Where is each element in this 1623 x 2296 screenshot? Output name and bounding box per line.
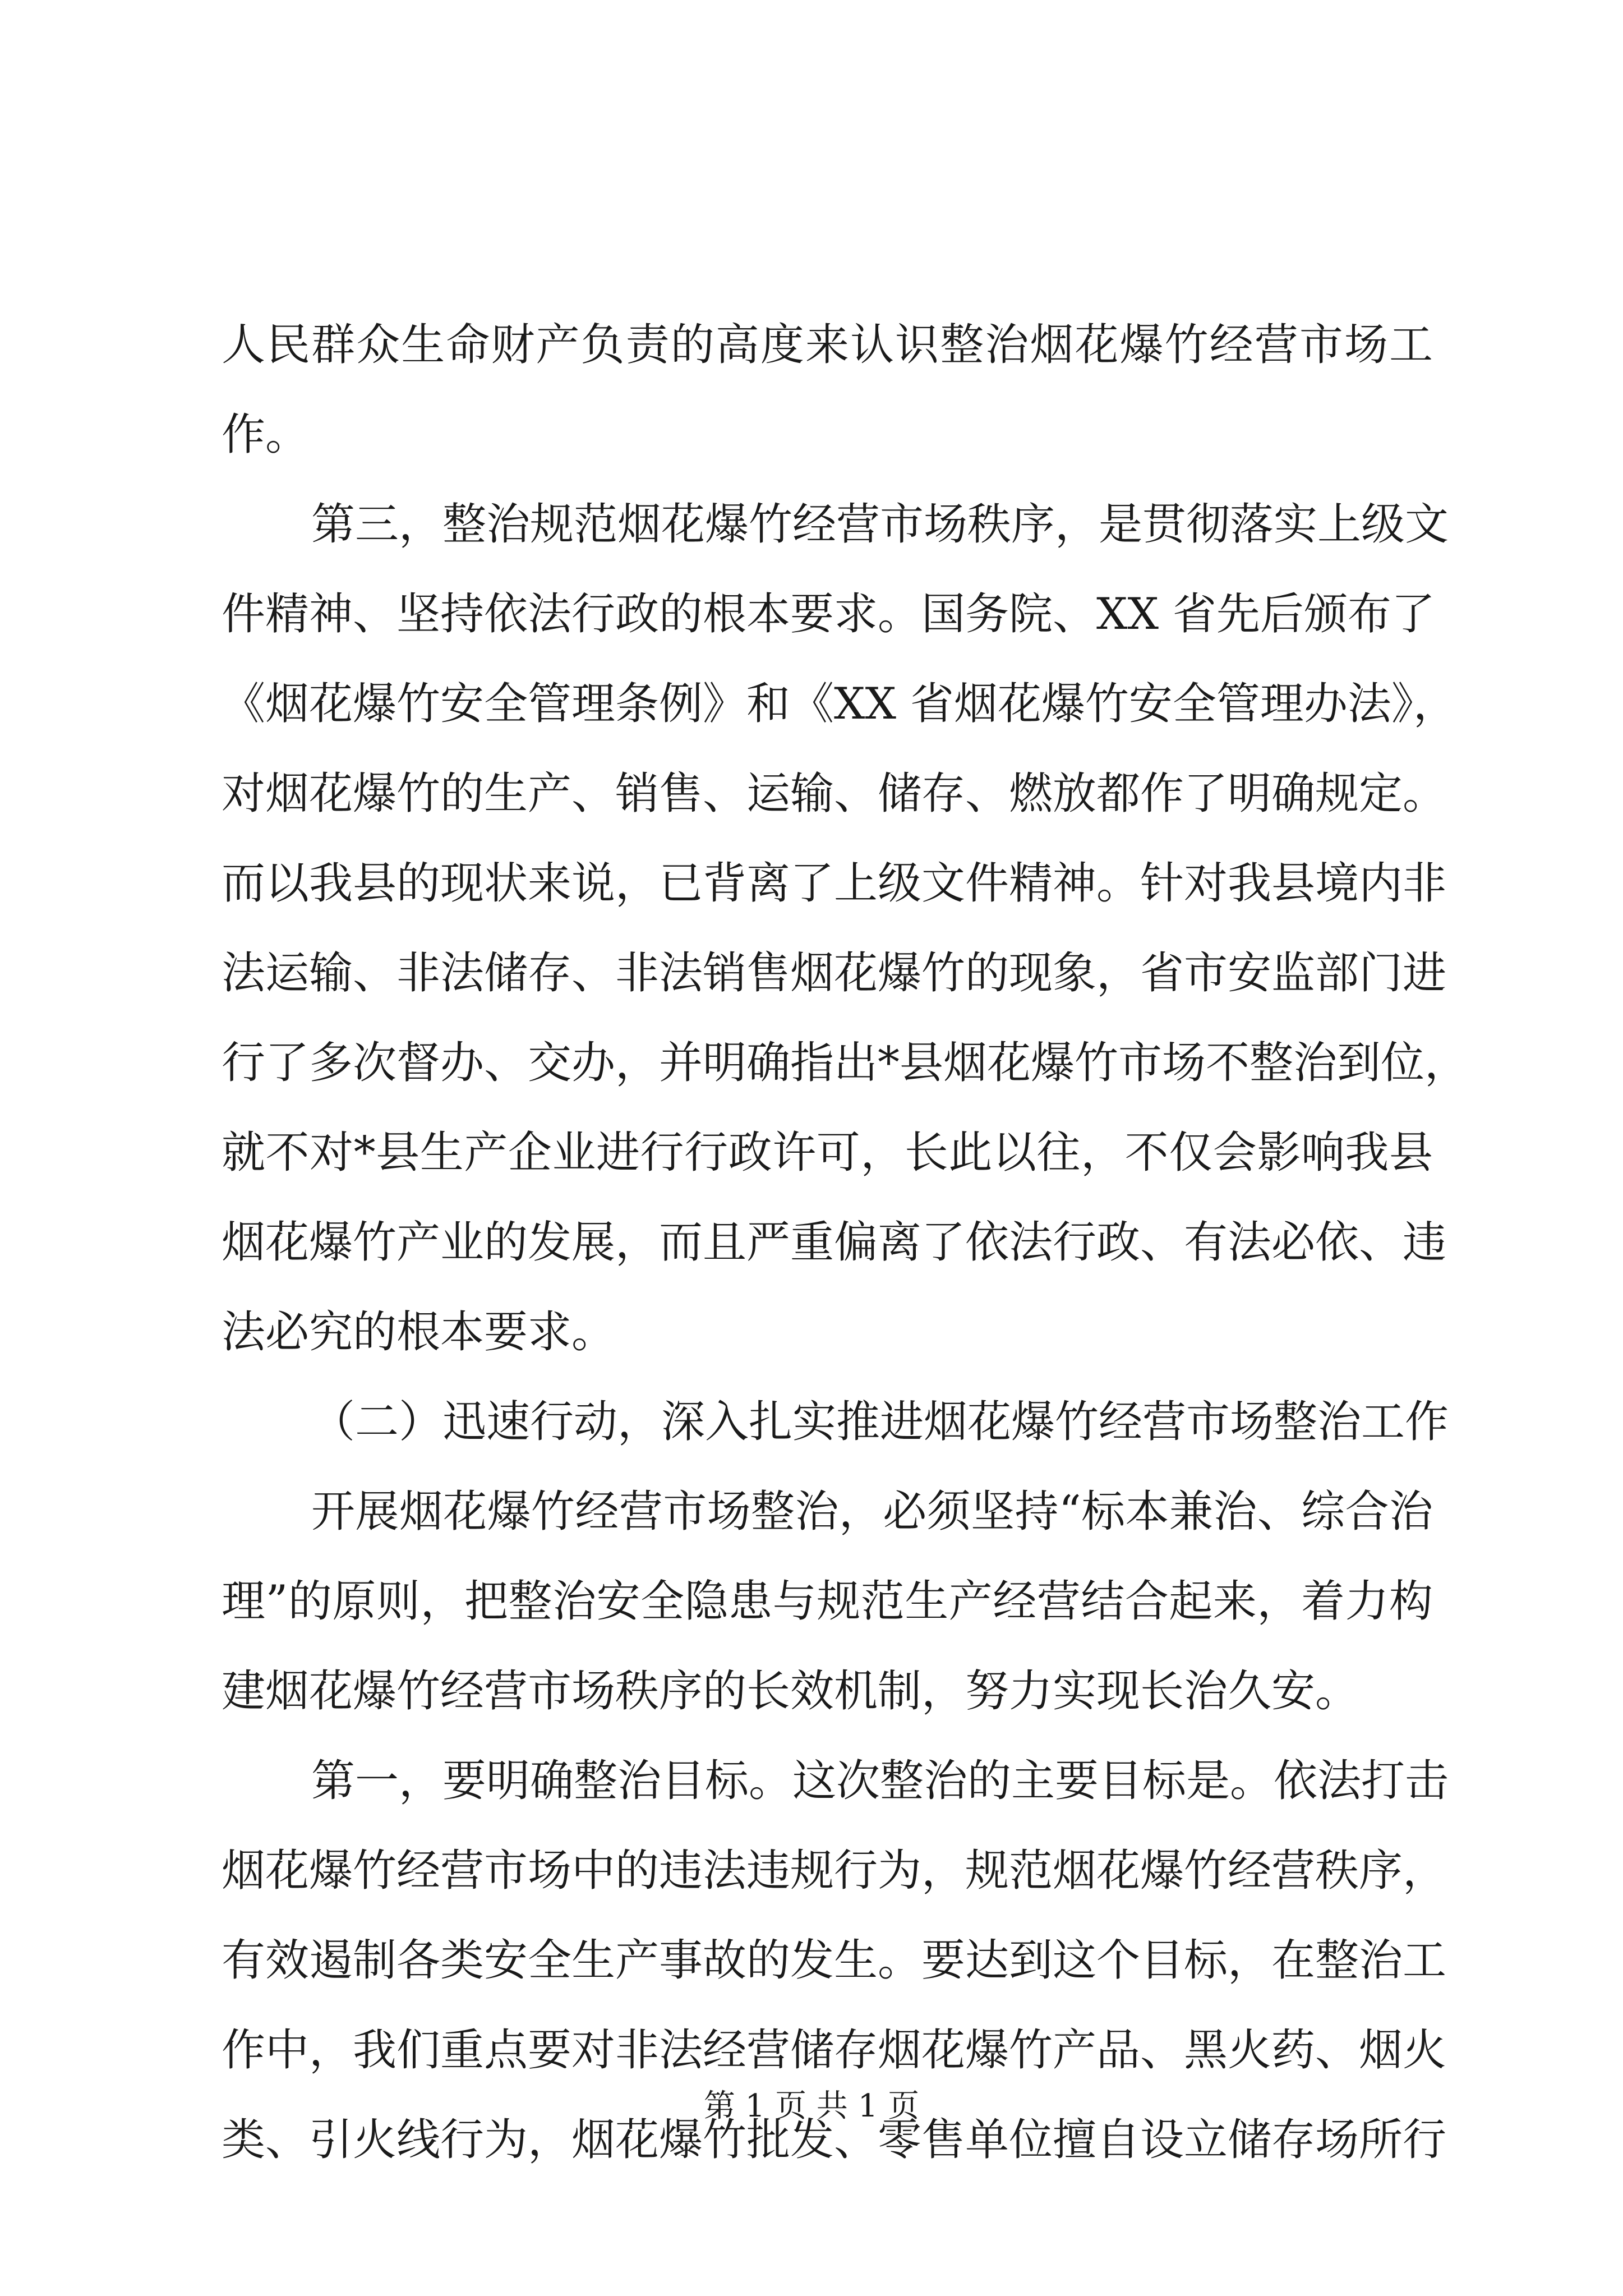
text-line: 作中，我们重点要对非法经营储存烟花爆竹产品、黑火药、烟火 (222, 2025, 1447, 2076)
text-line: 有效遏制各类安全生产事故的发生。要达到这个目标，在整治工 (222, 1935, 1447, 1986)
text-line: 法必究的根本要求。 (222, 1307, 616, 1358)
text-line: 法运输、非法储存、非法销售烟花爆竹的现象，省市安监部门进 (222, 948, 1447, 999)
section-heading: （二）迅速行动，深入扎实推进烟花爆竹经营市场整治工作 (311, 1397, 1449, 1447)
text-line: 行了多次督办、交办，并明确指出*县烟花爆竹市场不整治到位， (222, 1038, 1469, 1088)
text-line: 作。 (222, 409, 310, 460)
page-number-label: 第 1 页 共 1 页 (703, 2088, 920, 2124)
page-footer (0, 2087, 1623, 2126)
text-line: 就不对*县生产企业进行行政许可，长此以往，不仅会影响我县 (222, 1128, 1433, 1178)
text-line: 理”的原则，把整治安全隐患与规范生产经营结合起来，着力构 (222, 1576, 1433, 1627)
text-line: 而以我县的现状来说，已背离了上级文件精神。针对我县境内非 (222, 858, 1447, 909)
text-line: 对烟花爆竹的生产、销售、运输、储存、燃放都作了明确规定。 (222, 769, 1447, 819)
document-body (222, 300, 1469, 2185)
paragraph-start-line: 第一，要明确整治目标。这次整治的主要目标是。依法打击 (311, 1756, 1449, 1806)
paragraph-start-line: 第三，整治规范烟花爆竹经营市场秩序，是贯彻落实上级文 (311, 499, 1449, 550)
text-line: 件精神、坚持依法行政的根本要求。国务院、XX 省先后颁布了 (222, 589, 1435, 639)
text-line: 烟花爆竹经营市场中的违法违规行为，规范烟花爆竹经营秩序， (222, 1846, 1447, 1896)
text-line: 建烟花爆竹经营市场秩序的长效机制，努力实现长治久安。 (222, 1666, 1359, 1717)
paragraph-start-line: 开展烟花爆竹经营市场整治，必须坚持“标本兼治、综合治 (311, 1487, 1433, 1537)
text-line: 类、引火线行为，烟花爆竹批发、零售单位擅自设立储存场所行 (222, 2115, 1447, 2165)
text-line: 烟花爆竹产业的发展，而且严重偏离了依法行政、有法必依、违 (222, 1217, 1447, 1268)
text-line: 人民群众生命财产负责的高度来认识整治烟花爆竹经营市场工 (222, 320, 1433, 370)
text-line: 《烟花爆竹安全管理条例》和《XX 省烟花爆竹安全管理办法》， (222, 679, 1457, 729)
